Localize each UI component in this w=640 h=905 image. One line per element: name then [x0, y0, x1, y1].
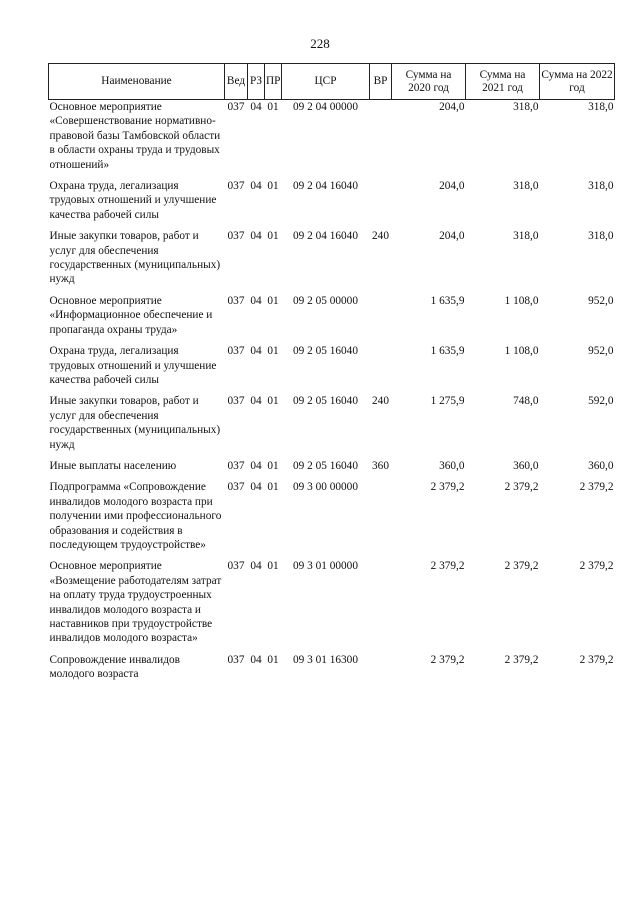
- header-ved: Вед: [225, 64, 248, 100]
- row-name: Иные закупки товаров, работ и услуг для обеспечения государственных (муниципальных) нужд: [49, 230, 221, 286]
- header-csr: ЦСР: [282, 64, 370, 100]
- row-sum-2020: 360,0: [439, 459, 465, 472]
- row-vr: 240: [372, 395, 389, 408]
- row-vr: 360: [372, 459, 389, 472]
- row-vr: [370, 100, 392, 180]
- row-sum-2021: 318,0: [513, 101, 539, 113]
- row-csr: 09 2 04 16040: [293, 180, 358, 193]
- row-pr: 01: [267, 294, 279, 307]
- row-name: Сопровождение инвалидов молодого возраста: [49, 653, 180, 681]
- row-csr: 09 2 04 16040: [293, 230, 358, 243]
- row-rz: 04: [250, 230, 262, 243]
- row-ved: 037: [227, 481, 245, 494]
- row-pr: 01: [267, 180, 279, 193]
- row-pr: 01: [267, 653, 279, 666]
- header-vr: ВР: [370, 64, 392, 100]
- row-vr: [370, 653, 392, 689]
- row-pr: 01: [267, 101, 279, 113]
- row-csr: 09 2 05 16040: [293, 345, 358, 358]
- row-sum-2022: 592,0: [588, 395, 614, 408]
- row-name: Основное мероприятие «Информационное обеспечение и пропаганда охраны труда»: [49, 294, 213, 336]
- row-csr: 09 2 05 16040: [293, 459, 358, 472]
- row-csr: 09 2 05 00000: [293, 294, 358, 307]
- row-sum-2021: 1 108,0: [504, 345, 539, 358]
- table-row: [49, 294, 615, 344]
- header-sum-2021: Сумма на 2021 год: [466, 64, 540, 100]
- table-row: [49, 179, 615, 229]
- row-name: Основное мероприятие «Совершенствование нормативно-правовой базы Тамбовской области в области охраны труда и трудовых отношений»: [49, 101, 221, 171]
- budget-table: [48, 63, 615, 689]
- row-sum-2022: 2 379,2: [579, 481, 614, 494]
- row-pr: 01: [267, 481, 279, 494]
- table-row: [49, 653, 615, 689]
- row-sum-2020: 204,0: [439, 180, 465, 193]
- table-row: [49, 100, 615, 180]
- row-rz: 04: [250, 180, 262, 193]
- row-sum-2022: 2 379,2: [579, 653, 614, 666]
- row-csr: 09 3 01 00000: [293, 560, 358, 573]
- table-row: [49, 394, 615, 459]
- row-sum-2021: 2 379,2: [504, 653, 539, 666]
- row-rz: 04: [250, 459, 262, 472]
- row-rz: 04: [250, 395, 262, 408]
- row-vr: [370, 559, 392, 652]
- row-ved: 037: [227, 180, 245, 193]
- table-row: [49, 559, 615, 652]
- row-sum-2020: 204,0: [439, 101, 465, 113]
- row-rz: 04: [250, 101, 262, 113]
- row-csr: 09 2 04 00000: [293, 101, 358, 113]
- header-rz: РЗ: [248, 64, 265, 100]
- row-sum-2022: 952,0: [588, 294, 614, 307]
- row-sum-2021: 318,0: [513, 230, 539, 243]
- row-rz: 04: [250, 560, 262, 573]
- row-sum-2021: 2 379,2: [504, 481, 539, 494]
- row-rz: 04: [250, 294, 262, 307]
- row-pr: 01: [267, 345, 279, 358]
- page-number: 228: [310, 36, 330, 51]
- row-csr: 09 2 05 16040: [293, 395, 358, 408]
- row-sum-2022: 360,0: [588, 459, 614, 472]
- row-sum-2022: 318,0: [588, 180, 614, 193]
- row-pr: 01: [267, 560, 279, 573]
- row-sum-2021: 1 108,0: [504, 294, 539, 307]
- row-sum-2020: 204,0: [439, 230, 465, 243]
- row-sum-2020: 1 635,9: [430, 345, 465, 358]
- table-row: [49, 229, 615, 294]
- row-rz: 04: [250, 653, 262, 666]
- row-ved: 037: [227, 294, 245, 307]
- row-vr: [370, 344, 392, 394]
- row-ved: 037: [227, 653, 245, 666]
- row-sum-2022: 318,0: [588, 101, 614, 113]
- row-name: Подпрограмма «Сопровождение инвалидов молодого возраста при получении ими профессионального образования и содействия в последующем трудоустройстве»: [49, 481, 222, 551]
- row-sum-2021: 318,0: [513, 180, 539, 193]
- header-name: Наименование: [49, 64, 225, 100]
- row-ved: 037: [227, 101, 245, 113]
- row-ved: 037: [227, 395, 245, 408]
- row-ved: 037: [227, 459, 245, 472]
- row-sum-2020: 1 635,9: [430, 294, 465, 307]
- row-name: Иные выплаты населению: [49, 459, 177, 472]
- row-sum-2022: 952,0: [588, 345, 614, 358]
- row-sum-2022: 2 379,2: [579, 560, 614, 573]
- row-vr: [370, 179, 392, 229]
- row-vr: [370, 294, 392, 344]
- row-sum-2022: 318,0: [588, 230, 614, 243]
- row-sum-2021: 2 379,2: [504, 560, 539, 573]
- row-sum-2020: 2 379,2: [430, 653, 465, 666]
- table-row: [49, 459, 615, 480]
- row-sum-2021: 748,0: [513, 395, 539, 408]
- row-name: Охрана труда, легализация трудовых отношений и улучшение качества рабочей силы: [49, 345, 217, 386]
- row-vr: [370, 480, 392, 559]
- row-ved: 037: [227, 560, 245, 573]
- row-csr: 09 3 00 00000: [293, 481, 358, 494]
- row-name: Охрана труда, легализация трудовых отношений и улучшение качества рабочей силы: [49, 180, 217, 221]
- row-vr: 240: [372, 230, 389, 243]
- row-name: Основное мероприятие «Возмещение работодателям затрат на оплату труда трудоустроенных инвалидов молодого возраста и наставников при трудоустройстве инвалидов молодого возраста»: [49, 560, 222, 645]
- row-pr: 01: [267, 459, 279, 472]
- row-sum-2020: 2 379,2: [430, 560, 465, 573]
- row-ved: 037: [227, 345, 245, 358]
- row-sum-2020: 2 379,2: [430, 481, 465, 494]
- table-header-row: [49, 64, 615, 100]
- row-csr: 09 3 01 16300: [293, 653, 358, 666]
- header-sum-2020: Сумма на 2020 год: [392, 64, 466, 100]
- table-row: [49, 480, 615, 559]
- row-name: Иные закупки товаров, работ и услуг для обеспечения государственных (муниципальных) нужд: [49, 395, 221, 451]
- row-ved: 037: [227, 230, 245, 243]
- row-rz: 04: [250, 481, 262, 494]
- row-sum-2021: 360,0: [513, 459, 539, 472]
- table-row: [49, 344, 615, 394]
- row-pr: 01: [267, 230, 279, 243]
- row-rz: 04: [250, 345, 262, 358]
- row-pr: 01: [267, 395, 279, 408]
- header-sum-2022: Сумма на 2022 год: [540, 64, 615, 100]
- header-pr: ПР: [265, 64, 282, 100]
- row-sum-2020: 1 275,9: [430, 395, 465, 408]
